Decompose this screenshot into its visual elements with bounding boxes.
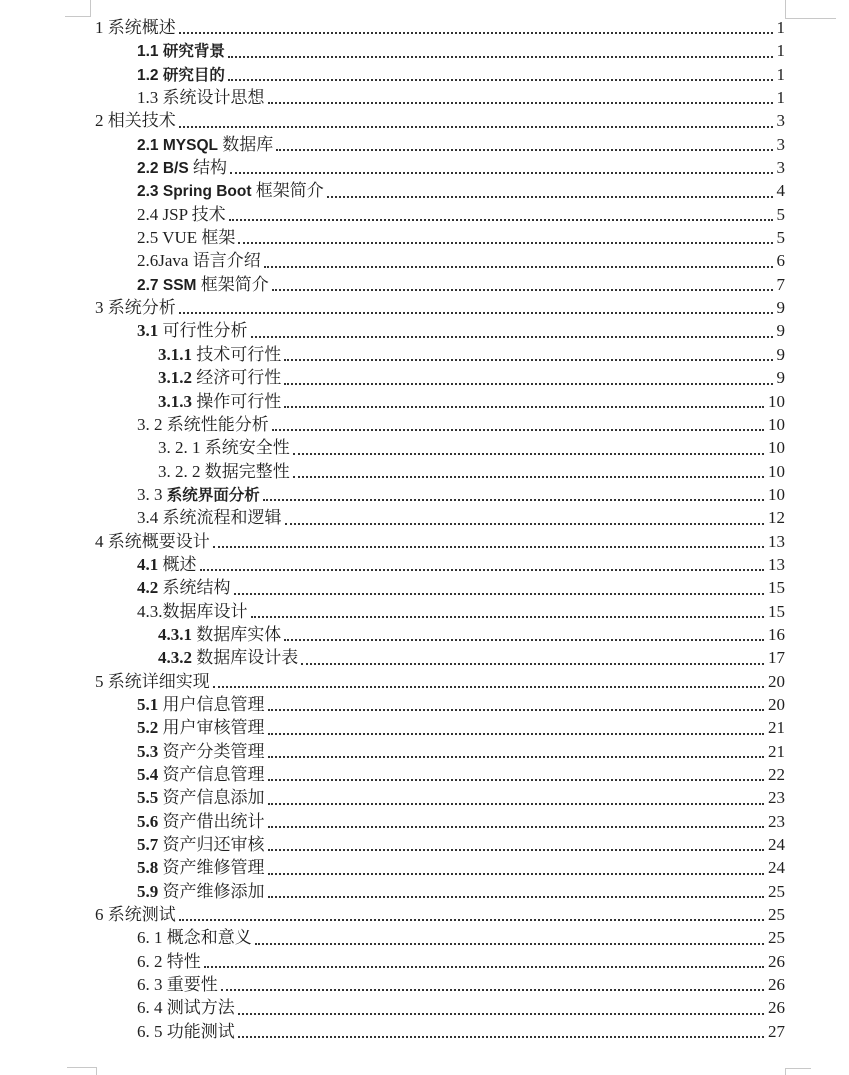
toc-entry-page: 16 xyxy=(768,624,785,644)
toc-entry-page: 25 xyxy=(768,928,785,948)
toc-entry-text: 用户信息管理 xyxy=(158,694,265,714)
toc-entry-text: 2.7 SSM xyxy=(137,276,197,294)
toc-entry-page: 27 xyxy=(768,1021,785,1041)
toc-entry-page: 5 xyxy=(776,204,785,224)
toc-entry[interactable] xyxy=(95,646,785,669)
toc-entry[interactable] xyxy=(95,810,785,833)
toc-entry[interactable] xyxy=(95,436,785,459)
toc-entry-text: 3.1.1 xyxy=(158,344,192,364)
toc-entry[interactable] xyxy=(95,273,785,296)
toc-entry[interactable] xyxy=(95,390,785,413)
toc-leader-dots xyxy=(251,616,765,618)
toc-entry-text: 5.1 xyxy=(137,694,159,714)
toc-entry-text: 4.3.1 xyxy=(158,624,192,644)
toc-leader-dots xyxy=(213,686,764,688)
toc-entry-page: 10 xyxy=(768,461,785,481)
toc-entry[interactable] xyxy=(95,553,785,576)
toc-entry-page: 1 xyxy=(776,41,785,61)
toc-entry-page: 5 xyxy=(776,228,785,248)
toc-entry-text: 2 相关技术 xyxy=(95,111,176,131)
toc-entry[interactable] xyxy=(95,950,785,973)
toc-entry-text: 概述 xyxy=(158,554,197,574)
toc-entry-text: 资产维修管理 xyxy=(158,858,265,878)
toc-leader-dots xyxy=(238,1013,764,1015)
toc-entry-text: 4.1 xyxy=(137,554,159,574)
toc-entry[interactable] xyxy=(95,156,785,179)
toc-leader-dots xyxy=(238,1036,764,1038)
toc-entry-page: 26 xyxy=(768,998,785,1018)
toc-entry-label xyxy=(137,64,225,87)
toc-leader-dots xyxy=(179,919,764,921)
toc-entry[interactable] xyxy=(95,623,785,646)
toc-entry-page: 13 xyxy=(768,554,785,574)
toc-entry[interactable] xyxy=(95,903,785,926)
toc-entry-text: 2.3 Spring Boot xyxy=(137,183,252,201)
toc-entry-text: 资产分类管理 xyxy=(158,741,265,761)
table-of-contents xyxy=(95,16,785,1043)
toc-entry[interactable] xyxy=(95,1020,785,1043)
toc-leader-dots xyxy=(179,312,773,314)
toc-entry[interactable] xyxy=(95,740,785,763)
toc-entry-page: 20 xyxy=(768,694,785,714)
toc-entry-page: 22 xyxy=(768,765,785,784)
toc-entry-text: 4 系统概要设计 xyxy=(95,531,210,551)
toc-entry-label xyxy=(158,646,298,670)
toc-leader-dots xyxy=(179,126,773,128)
toc-entry-text: 资产信息管理 xyxy=(158,765,265,784)
toc-entry-text: 数据库设计表 xyxy=(192,648,299,668)
toc-entry-page: 1 xyxy=(776,88,785,108)
toc-entry-text: 数据库实体 xyxy=(192,624,282,644)
toc-leader-dots xyxy=(228,56,773,58)
toc-entry-text: 3. 2. 1 系统安全性 xyxy=(158,438,290,458)
toc-entry-text: 5.5 xyxy=(137,788,159,808)
toc-leader-dots xyxy=(234,593,765,595)
toc-entry-page: 3 xyxy=(776,158,785,178)
toc-entry-page: 24 xyxy=(768,858,785,878)
toc-entry-label xyxy=(137,273,269,297)
toc-entry-page: 12 xyxy=(768,508,785,528)
toc-entry-text: 系统结构 xyxy=(158,578,231,598)
toc-entry-text: 6 系统测试 xyxy=(95,905,176,925)
toc-entry-text: 2.6Java 语言介绍 xyxy=(137,251,261,271)
toc-entry[interactable] xyxy=(95,296,785,319)
toc-entry-text: 1.3 系统设计思想 xyxy=(137,88,265,108)
toc-entry-page: 26 xyxy=(768,951,785,971)
toc-entry-label xyxy=(95,296,176,320)
toc-entry-page: 25 xyxy=(768,881,785,901)
toc-entry-label xyxy=(137,880,265,904)
toc-entry-label xyxy=(137,950,201,974)
toc-leader-dots xyxy=(268,779,765,781)
toc-entry-page: 10 xyxy=(768,391,785,411)
toc-entry-text: 4.2 xyxy=(137,578,159,598)
toc-entry-text: 6. 1 概念和意义 xyxy=(137,928,252,948)
toc-entry-label xyxy=(137,716,265,740)
toc-entry-text: 结构 xyxy=(188,158,227,178)
toc-leader-dots xyxy=(276,149,772,151)
toc-entry[interactable] xyxy=(95,600,785,623)
toc-leader-dots xyxy=(268,896,765,898)
toc-entry-text: 操作可行性 xyxy=(192,391,282,411)
toc-leader-dots xyxy=(268,873,765,875)
toc-leader-dots xyxy=(268,102,773,104)
toc-entry-label xyxy=(137,40,225,63)
toc-entry-text: 系统界面分析 xyxy=(166,486,260,504)
toc-entry-page: 24 xyxy=(768,835,785,855)
toc-entry-page: 10 xyxy=(768,438,785,458)
toc-entry-text: 5.4 xyxy=(137,765,159,784)
toc-entry-label xyxy=(137,506,282,530)
toc-entry-page: 21 xyxy=(768,718,785,738)
toc-entry-label xyxy=(137,600,248,624)
toc-entry-text: 5.7 xyxy=(137,835,159,855)
crop-mark-top-right-icon xyxy=(785,0,836,19)
toc-entry-text: 框架简介 xyxy=(251,181,324,201)
toc-leader-dots xyxy=(255,943,764,945)
toc-leader-dots xyxy=(238,242,772,244)
toc-leader-dots xyxy=(251,336,773,338)
toc-entry-text: 5.2 xyxy=(137,718,159,738)
toc-leader-dots xyxy=(200,569,765,571)
toc-entry-page: 9 xyxy=(776,298,785,318)
toc-entry-text: 2.5 VUE 框架 xyxy=(137,228,236,248)
toc-entry[interactable] xyxy=(95,226,785,249)
toc-entry-text: 3.1 xyxy=(137,321,159,341)
toc-entry-label xyxy=(137,740,265,764)
toc-entry-text: 技术可行性 xyxy=(192,344,282,364)
toc-entry-page: 17 xyxy=(768,648,785,668)
toc-entry-label xyxy=(137,319,248,343)
toc-entry-page: 15 xyxy=(768,601,785,621)
toc-entry-label xyxy=(137,576,231,600)
toc-entry[interactable] xyxy=(95,483,785,506)
toc-entry-text: 3 系统分析 xyxy=(95,298,176,318)
toc-leader-dots xyxy=(229,219,773,221)
toc-leader-dots xyxy=(268,733,765,735)
toc-entry[interactable] xyxy=(95,63,785,86)
toc-entry[interactable] xyxy=(95,179,785,202)
toc-entry[interactable] xyxy=(95,833,785,856)
toc-entry-page: 21 xyxy=(768,741,785,761)
toc-entry[interactable] xyxy=(95,973,785,996)
toc-entry-label xyxy=(137,226,235,250)
toc-entry-label xyxy=(137,553,197,577)
toc-leader-dots xyxy=(284,383,772,385)
toc-entry-text: 2.2 B/S xyxy=(137,160,189,178)
toc-entry-page: 7 xyxy=(776,274,785,294)
toc-leader-dots xyxy=(272,429,764,431)
toc-entry-text: 3. 2. 2 数据完整性 xyxy=(158,461,290,481)
toc-entry-label xyxy=(95,109,176,133)
toc-leader-dots xyxy=(221,989,764,991)
toc-leader-dots xyxy=(327,196,773,198)
toc-entry-text: 2.1 MYSQL xyxy=(137,136,218,154)
toc-entry-text: 3. 2 系统性能分析 xyxy=(137,414,269,434)
toc-entry-label xyxy=(137,926,252,950)
toc-entry[interactable] xyxy=(95,670,785,693)
toc-entry-page: 3 xyxy=(776,134,785,154)
toc-entry-label xyxy=(137,996,235,1020)
toc-entry[interactable] xyxy=(95,39,785,62)
toc-entry-page: 4 xyxy=(776,181,785,201)
toc-entry[interactable] xyxy=(95,203,785,226)
toc-entry[interactable] xyxy=(95,693,785,716)
toc-entry[interactable] xyxy=(95,856,785,879)
toc-leader-dots xyxy=(293,476,764,478)
toc-entry-text: 5.3 xyxy=(137,741,159,761)
toc-leader-dots xyxy=(263,499,764,501)
toc-entry-page: 15 xyxy=(768,578,785,598)
toc-leader-dots xyxy=(268,803,765,805)
toc-entry-label xyxy=(95,530,210,554)
toc-entry-label xyxy=(137,413,269,437)
toc-entry-label xyxy=(95,903,176,927)
toc-entry-text: 用户审核管理 xyxy=(158,718,265,738)
toc-entry-page: 10 xyxy=(768,484,785,504)
toc-leader-dots xyxy=(285,523,765,525)
toc-entry-label xyxy=(137,483,260,507)
toc-leader-dots xyxy=(268,826,765,828)
toc-leader-dots xyxy=(213,546,764,548)
toc-entry-text: 3. 3 xyxy=(137,484,167,504)
toc-entry-label xyxy=(137,179,324,203)
toc-leader-dots xyxy=(301,663,764,665)
toc-entry-label xyxy=(158,343,281,367)
toc-entry[interactable] xyxy=(95,109,785,132)
toc-entry-text: 3.1.2 xyxy=(158,368,192,388)
toc-entry[interactable] xyxy=(95,366,785,389)
crop-mark-top-left-icon xyxy=(65,0,91,17)
toc-entry-text: 资产信息添加 xyxy=(158,788,265,808)
toc-entry-label xyxy=(137,973,218,997)
toc-entry-label xyxy=(137,156,227,180)
toc-entry-page: 1 xyxy=(776,18,785,37)
toc-entry[interactable] xyxy=(95,786,785,809)
toc-entry-page: 23 xyxy=(768,811,785,831)
toc-entry-text: 资产归还审核 xyxy=(158,835,265,855)
toc-entry-page: 3 xyxy=(776,111,785,131)
toc-entry-text: 5.9 xyxy=(137,881,159,901)
toc-entry[interactable] xyxy=(95,133,785,156)
toc-entry-text: 1.1 研究背景 xyxy=(137,43,225,61)
toc-leader-dots xyxy=(268,849,765,851)
toc-entry[interactable] xyxy=(95,716,785,739)
toc-entry-text: 1 系统概述 xyxy=(95,18,176,37)
toc-entry-label xyxy=(137,693,265,717)
toc-entry-label xyxy=(158,460,290,484)
toc-entry-text: 6. 2 特性 xyxy=(137,951,201,971)
toc-entry[interactable] xyxy=(95,506,785,529)
toc-entry[interactable] xyxy=(95,460,785,483)
toc-entry-label xyxy=(137,810,265,834)
toc-entry-text: 3.4 系统流程和逻辑 xyxy=(137,508,282,528)
toc-entry-label xyxy=(137,833,265,857)
toc-entry[interactable] xyxy=(95,530,785,553)
toc-entry-label xyxy=(137,763,265,787)
toc-entry-text: 6. 3 重要性 xyxy=(137,975,218,995)
toc-entry-label xyxy=(95,16,176,40)
toc-leader-dots xyxy=(272,289,773,291)
toc-entry-text: 框架简介 xyxy=(196,274,269,294)
toc-entry-text: 2.4 JSP 技术 xyxy=(137,204,226,224)
toc-entry[interactable] xyxy=(95,249,785,272)
toc-entry-label xyxy=(95,670,210,694)
toc-entry-label xyxy=(137,249,261,273)
toc-entry-label xyxy=(137,786,265,810)
toc-entry-page: 9 xyxy=(776,321,785,341)
toc-leader-dots xyxy=(268,756,765,758)
toc-entry-text: 经济可行性 xyxy=(192,368,282,388)
toc-entry-text: 5 系统详细实现 xyxy=(95,671,210,691)
toc-entry[interactable] xyxy=(95,763,785,786)
toc-entry-label xyxy=(158,436,290,460)
toc-entry-text: 资产维修添加 xyxy=(158,881,265,901)
toc-entry-label xyxy=(158,390,281,414)
toc-entry-text: 5.8 xyxy=(137,858,159,878)
toc-entry-page: 6 xyxy=(776,251,785,271)
toc-leader-dots xyxy=(268,709,765,711)
toc-entry-text: 1.2 研究目的 xyxy=(137,66,225,84)
toc-entry[interactable] xyxy=(95,413,785,436)
toc-entry-text: 4.3.数据库设计 xyxy=(137,601,248,621)
toc-entry-page: 1 xyxy=(776,64,785,84)
toc-entry-label xyxy=(158,366,281,390)
toc-entry[interactable] xyxy=(95,86,785,109)
toc-entry-page: 25 xyxy=(768,905,785,925)
toc-entry-page: 13 xyxy=(768,531,785,551)
toc-leader-dots xyxy=(293,453,764,455)
toc-entry-label xyxy=(137,1020,235,1044)
toc-entry-text: 数据库 xyxy=(217,134,274,154)
toc-entry-text: 3.1.3 xyxy=(158,391,192,411)
toc-entry-label xyxy=(137,133,273,157)
toc-entry[interactable] xyxy=(95,880,785,903)
toc-entry-label xyxy=(137,86,265,110)
toc-leader-dots xyxy=(204,966,764,968)
toc-entry-page: 9 xyxy=(776,344,785,364)
toc-entry-label xyxy=(137,856,265,880)
toc-leader-dots xyxy=(284,359,772,361)
toc-entry-text: 可行性分析 xyxy=(158,321,248,341)
toc-entry[interactable] xyxy=(95,576,785,599)
toc-entry[interactable] xyxy=(95,926,785,949)
toc-entry[interactable] xyxy=(95,16,785,39)
toc-entry-page: 10 xyxy=(768,414,785,434)
toc-entry-text: 5.6 xyxy=(137,811,159,831)
toc-entry[interactable] xyxy=(95,319,785,342)
toc-entry[interactable] xyxy=(95,996,785,1019)
toc-entry-text: 6. 5 功能测试 xyxy=(137,1021,235,1041)
toc-entry-text: 资产借出统计 xyxy=(158,811,265,831)
toc-leader-dots xyxy=(284,406,764,408)
toc-entry-text: 4.3.2 xyxy=(158,648,192,668)
toc-entry-page: 20 xyxy=(768,671,785,691)
toc-leader-dots xyxy=(228,79,773,81)
toc-leader-dots xyxy=(230,172,773,174)
toc-entry[interactable] xyxy=(95,343,785,366)
toc-entry-page: 9 xyxy=(776,368,785,388)
toc-entry-page: 23 xyxy=(768,788,785,808)
toc-leader-dots xyxy=(179,32,773,34)
toc-entry-text: 6. 4 测试方法 xyxy=(137,998,235,1018)
toc-entry-label xyxy=(137,203,226,227)
toc-leader-dots xyxy=(264,266,773,268)
toc-leader-dots xyxy=(284,639,764,641)
toc-entry-page: 26 xyxy=(768,975,785,995)
toc-entry-label xyxy=(158,623,281,647)
